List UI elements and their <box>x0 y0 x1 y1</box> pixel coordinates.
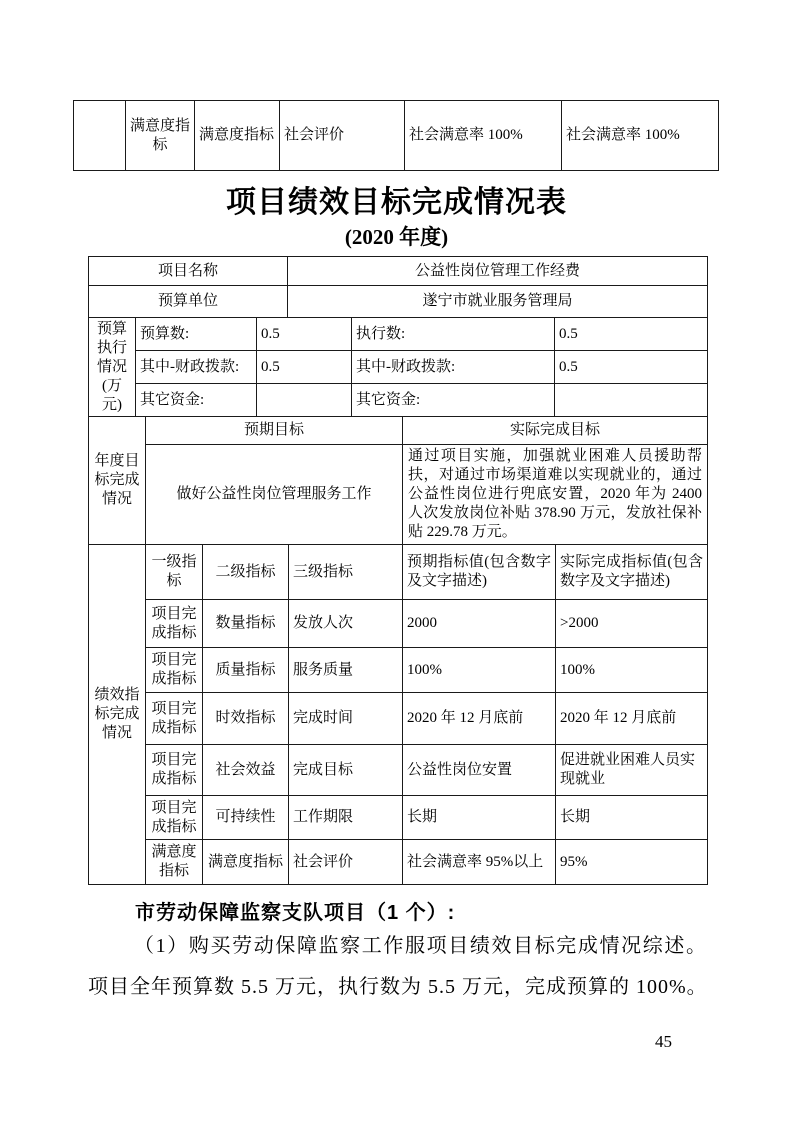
table-cell: >2000 <box>556 600 708 648</box>
table-row <box>74 101 719 171</box>
expected-goal-header: 预期目标 <box>146 417 403 445</box>
table-cell: 公益性岗位安置 <box>403 745 556 796</box>
project-name-label: 项目名称 <box>89 257 288 286</box>
table-cell: 社会满意率 100% <box>405 101 562 171</box>
table-cell: 质量指标 <box>203 648 289 693</box>
table-row <box>89 351 708 384</box>
project-name-value: 公益性岗位管理工作经费 <box>288 257 708 286</box>
page-number: 45 <box>655 1032 672 1051</box>
annual-goal-table <box>88 416 708 545</box>
table-row <box>89 257 708 286</box>
table-row <box>89 693 708 745</box>
table-row <box>89 286 708 318</box>
table-cell: 完成目标 <box>289 745 403 796</box>
table-cell: 社会效益 <box>203 745 289 796</box>
table-row <box>89 745 708 796</box>
paragraph-line: （1）购买劳动保障监察工作服项目绩效目标完成情况综述。 <box>134 935 707 957</box>
budget-unit-label: 预算单位 <box>89 286 288 318</box>
table-cell: 95% <box>556 840 708 885</box>
table-cell: 时效指标 <box>203 693 289 745</box>
table-cell: 其它资金: <box>352 384 555 417</box>
table-cell: 可持续性 <box>203 796 289 840</box>
table-cell: 100% <box>556 648 708 693</box>
table-cell: 满意度指标 <box>126 101 195 171</box>
column-header: 实际完成指标值(包含数字及文字描述) <box>556 545 708 600</box>
table-row <box>89 545 708 600</box>
actual-goal-value: 通过项目实施，加强就业困难人员援助帮扶，对通过市场渠道难以实现就业的，通过公益性岗位进行兜底安置，2020 年为 2400 人次发放岗位补贴 378.90 万元，发放社保补贴 229.78 万元。 <box>403 445 708 545</box>
table-cell <box>555 384 708 417</box>
table-cell: 社会满意率 95%以上 <box>403 840 556 885</box>
table-cell: 促进就业困难人员实现就业 <box>556 745 708 796</box>
budget-exec-table <box>88 317 708 417</box>
table-cell: 0.5 <box>257 318 352 351</box>
actual-goal-header: 实际完成目标 <box>403 417 708 445</box>
table-cell <box>257 384 352 417</box>
table-cell: 其它资金: <box>136 384 257 417</box>
continuation-table <box>73 100 719 171</box>
indicators-table <box>88 544 708 885</box>
table-cell: 项目完成指标 <box>146 600 203 648</box>
column-header: 二级指标 <box>203 545 289 600</box>
budget-exec-section-label: 预算执行情况(万元) <box>89 318 136 417</box>
table-cell: 100% <box>403 648 556 693</box>
table-cell: 满意度指标 <box>203 840 289 885</box>
table-cell: 执行数: <box>352 318 555 351</box>
project-info-table <box>88 256 708 318</box>
table-row <box>89 445 708 545</box>
table-cell: 其中-财政拨款: <box>136 351 257 384</box>
table-row <box>89 318 708 351</box>
table-cell: 项目完成指标 <box>146 693 203 745</box>
indicators-section-label: 绩效指标完成情况 <box>89 545 146 885</box>
table-row <box>89 796 708 840</box>
table-cell: 服务质量 <box>289 648 403 693</box>
table-row <box>89 648 708 693</box>
table-cell: 数量指标 <box>203 600 289 648</box>
expected-goal-value: 做好公益性岗位管理服务工作 <box>146 445 403 545</box>
page-title: 项目绩效目标完成情况表 <box>226 186 567 219</box>
column-header: 预期指标值(包含数字及文字描述) <box>403 545 556 600</box>
budget-unit-value: 遂宁市就业服务管理局 <box>288 286 708 318</box>
table-cell: 项目完成指标 <box>146 745 203 796</box>
table-cell: 长期 <box>556 796 708 840</box>
table-cell: 社会满意率 100% <box>562 101 719 171</box>
table-cell: 0.5 <box>257 351 352 384</box>
table-row <box>89 384 708 417</box>
page-subtitle: (2020 年度) <box>344 225 449 249</box>
paragraph-line: 项目全年预算数 5.5 万元，执行数为 5.5 万元，完成预算的 100%。 <box>88 976 708 998</box>
table-cell: 工作期限 <box>289 796 403 840</box>
table-row <box>89 840 708 885</box>
column-header: 三级指标 <box>289 545 403 600</box>
table-cell: 发放人次 <box>289 600 403 648</box>
table-cell: 社会评价 <box>280 101 405 171</box>
annual-goal-section-label: 年度目标完成情况 <box>89 417 146 545</box>
table-row <box>89 417 708 445</box>
table-cell: 2020 年 12 月底前 <box>556 693 708 745</box>
section-heading: 市劳动保障监察支队项目（1 个）: <box>135 902 456 924</box>
column-header: 一级指标 <box>146 545 203 600</box>
table-cell: 满意度指标 <box>195 101 280 171</box>
table-cell: 长期 <box>403 796 556 840</box>
table-cell <box>74 101 126 171</box>
table-cell: 预算数: <box>136 318 257 351</box>
table-cell: 2020 年 12 月底前 <box>403 693 556 745</box>
table-cell: 满意度指标 <box>146 840 203 885</box>
performance-table <box>88 256 707 885</box>
table-cell: 0.5 <box>555 318 708 351</box>
table-cell: 完成时间 <box>289 693 403 745</box>
table-cell: 社会评价 <box>289 840 403 885</box>
table-row <box>89 600 708 648</box>
table-cell: 2000 <box>403 600 556 648</box>
table-cell: 其中-财政拨款: <box>352 351 555 384</box>
table-cell: 项目完成指标 <box>146 796 203 840</box>
table-cell: 项目完成指标 <box>146 648 203 693</box>
table-cell: 0.5 <box>555 351 708 384</box>
